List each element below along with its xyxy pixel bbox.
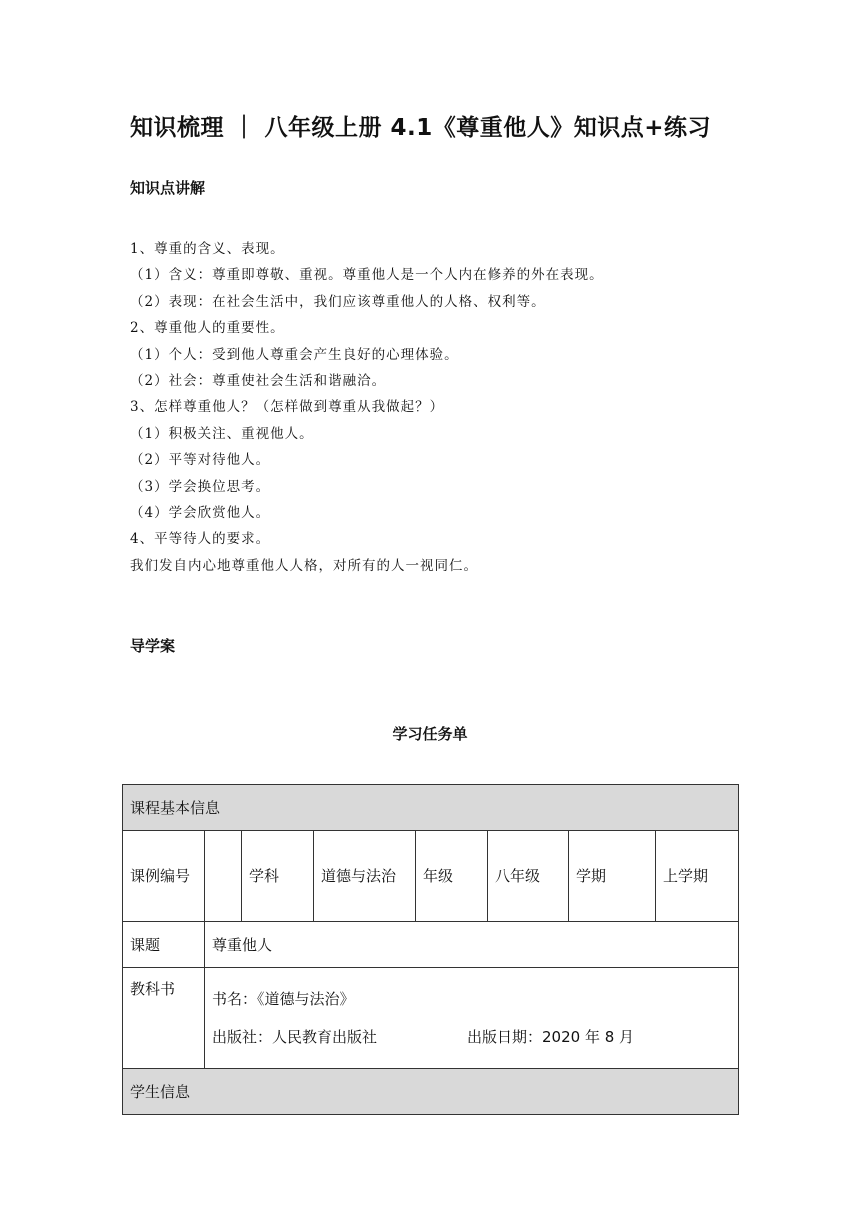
book-name: 书名：《道德与法治》 — [212, 990, 355, 1008]
knowledge-points — [130, 236, 780, 579]
task-sheet-table — [122, 784, 739, 1115]
term-label: 学期 — [569, 831, 656, 922]
grade-label: 年级 — [416, 831, 488, 922]
topic-label: 课题 — [123, 922, 205, 968]
knowledge-line: （2）平等对待他人。 — [130, 452, 271, 469]
subject-value: 道德与法治 — [314, 831, 416, 922]
basic-info-header: 课程基本信息 — [123, 785, 739, 831]
subject-label: 学科 — [242, 831, 314, 922]
case-no-label: 课例编号 — [123, 831, 205, 922]
textbook-info — [205, 968, 739, 1069]
student-info-header: 学生信息 — [123, 1069, 739, 1115]
grade-value: 八年级 — [488, 831, 569, 922]
knowledge-line: （3）学会换位思考。 — [130, 478, 271, 495]
publisher-line — [212, 1018, 731, 1056]
case-no-value — [205, 831, 242, 922]
term-value: 上学期 — [656, 831, 739, 922]
guide-heading: 导学案 — [130, 637, 176, 655]
knowledge-line: 1、尊重的含义、表现。 — [130, 241, 285, 257]
knowledge-line: 我们发自内心地尊重他人人格，对所有的人一视同仁。 — [130, 557, 478, 574]
knowledge-line: （1）含义：尊重即尊敬、重视。尊重他人是一个人内在修养的外在表现。 — [130, 267, 604, 284]
knowledge-line: （2）社会：尊重使社会生活和谐融洽。 — [130, 372, 387, 389]
knowledge-heading: 知识点讲解 — [130, 179, 206, 197]
publish-date: 出版日期：2020 年 8 月 — [467, 1028, 635, 1046]
knowledge-line: 3、怎样尊重他人？（怎样做到尊重从我做起？） — [130, 399, 445, 416]
textbook-label: 教科书 — [123, 968, 205, 1069]
topic-value: 尊重他人 — [205, 922, 739, 968]
page-title: 知识梳理 ｜ 八年级上册 4.1《尊重他人》知识点+练习 — [130, 115, 712, 141]
knowledge-line: （1）积极关注、重视他人。 — [130, 425, 314, 442]
task-sheet-title: 学习任务单 — [392, 725, 468, 743]
knowledge-line: （4）学会欣赏他人。 — [130, 504, 271, 521]
knowledge-line: （1）个人：受到他人尊重会产生良好的心理体验。 — [130, 346, 459, 363]
knowledge-line: 2、尊重他人的重要性。 — [130, 320, 285, 337]
knowledge-line: （2）表现：在社会生活中，我们应该尊重他人的人格、权利等。 — [130, 293, 546, 310]
publisher: 出版社：人民教育出版社 — [212, 1028, 378, 1046]
knowledge-line: 4、平等待人的要求。 — [130, 531, 271, 548]
